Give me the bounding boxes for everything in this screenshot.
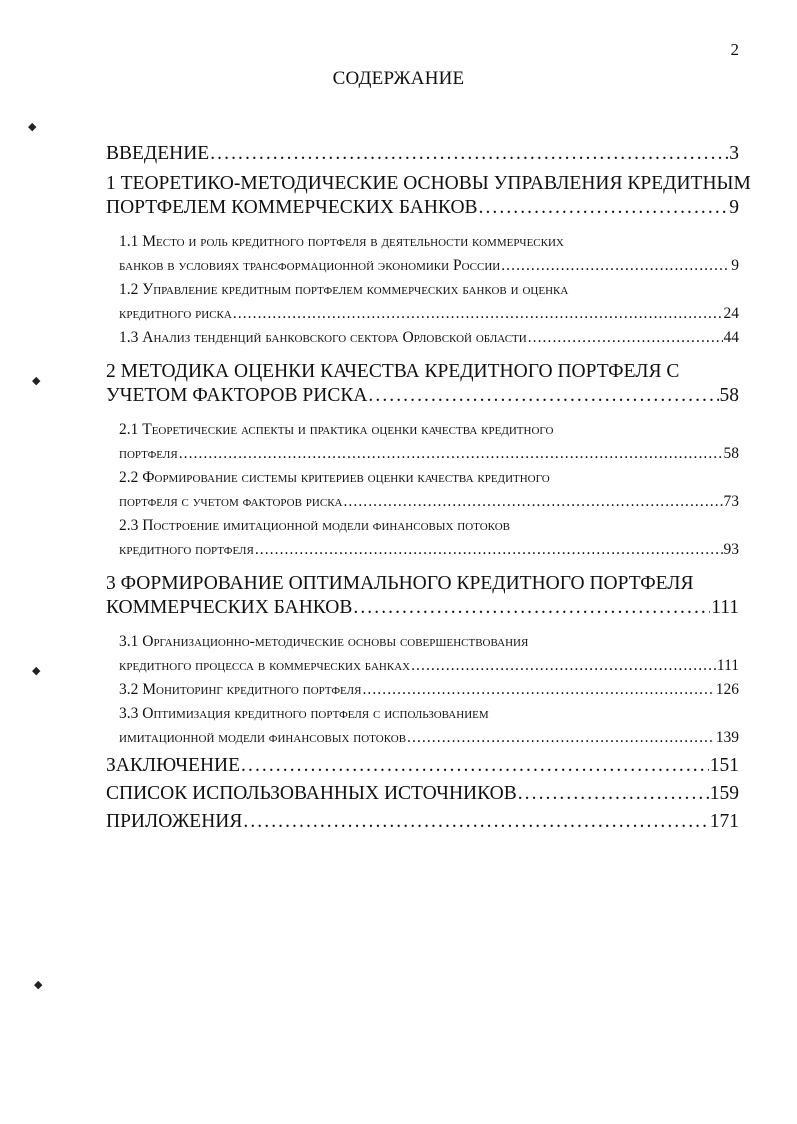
toc-entry-section-2-3[interactable]: 2.3 Построение имитационной модели финансовых потоков кредитного портфеля . . . 93 xyxy=(106,514,739,562)
toc-page: 3 xyxy=(729,143,739,164)
toc-entry-section-1-1[interactable]: 1.1 Место и роль кредитного портфеля в деятельности коммерческих банков в условиях трансформационной экономики России . . . 9 xyxy=(106,230,739,278)
toc-page: 139 xyxy=(715,729,739,746)
page-title: СОДЕРЖАНИЕ xyxy=(332,68,465,89)
toc-entry-chapter-1[interactable]: 1 ТЕОРЕТИКО-МЕТОДИЧЕСКИЕ ОСНОВЫ УПРАВЛЕНИЯ КРЕДИТНЫМ ПОРТФЕЛЕМ КОММЕРЧЕСКИХ БАНКОВ . . . 9 xyxy=(106,172,739,220)
toc-entry-sources[interactable]: СПИСОК ИСПОЛЬЗОВАННЫХ ИСТОЧНИКОВ . . . 159 xyxy=(106,782,739,806)
toc-entry-intro[interactable]: ВВЕДЕНИЕ . . . 3 xyxy=(106,142,739,166)
toc-entry-chapter-3[interactable]: 3 ФОРМИРОВАНИЕ ОПТИМАЛЬНОГО КРЕДИТНОГО ПОРТФЕЛЯ КОММЕРЧЕСКИХ БАНКОВ . . . 111 xyxy=(106,572,739,620)
toc-page: 9 xyxy=(729,197,739,218)
toc-page: 9 xyxy=(731,257,739,274)
toc-entry-section-3-1[interactable]: 3.1 Организационно-методические основы совершенствования кредитного процесса в коммерческих банках . . . 111 xyxy=(106,630,739,678)
toc-entry-section-3-2[interactable]: 3.2 Мониторинг кредитного портфеля . . . 126 xyxy=(106,678,739,702)
table-of-contents xyxy=(106,142,751,834)
scan-mark-2: ◆ xyxy=(32,375,41,387)
toc-page: 171 xyxy=(709,811,739,832)
scan-mark-3: ◆ xyxy=(32,665,41,677)
toc-page: 24 xyxy=(723,305,739,322)
scan-mark-4: ◆ xyxy=(34,979,43,991)
toc-entry-section-2-2[interactable]: 2.2 Формирование системы критериев оценки качества кредитного портфеля с учетом факторов риска . . . 73 xyxy=(106,466,739,514)
toc-entry-appendix[interactable]: ПРИЛОЖЕНИЯ . . . 171 xyxy=(106,810,739,834)
toc-page: 58 xyxy=(719,385,739,406)
toc-page: 126 xyxy=(715,681,739,698)
toc-page: 73 xyxy=(723,493,739,510)
toc-page: 58 xyxy=(723,445,739,462)
toc-page: 151 xyxy=(709,755,739,776)
toc-entry-chapter-2[interactable]: 2 МЕТОДИКА ОЦЕНКИ КАЧЕСТВА КРЕДИТНОГО ПОРТФЕЛЯ С УЧЕТОМ ФАКТОРОВ РИСКА . . . 58 xyxy=(106,360,739,408)
scan-mark-1: ◆ xyxy=(28,121,37,133)
toc-page: 159 xyxy=(709,783,739,804)
toc-page: 111 xyxy=(711,597,739,618)
toc-page: 93 xyxy=(723,541,739,558)
toc-entry-section-3-3[interactable]: 3.3 Оптимизация кредитного портфеля с использованием имитационной модели финансовых потоков . . . 139 xyxy=(106,702,739,750)
toc-page: 44 xyxy=(723,329,739,346)
toc-entry-section-2-1[interactable]: 2.1 Теоретические аспекты и практика оценки качества кредитного портфеля . . . 58 xyxy=(106,418,739,466)
toc-page: 111 xyxy=(716,657,739,674)
toc-entry-conclusion[interactable]: ЗАКЛЮЧЕНИЕ . . . 151 xyxy=(106,754,739,778)
toc-entry-section-1-3[interactable]: 1.3 Анализ тенденций банковского сектора Орловской области . . . 44 xyxy=(106,326,739,350)
toc-entry-section-1-2[interactable]: 1.2 Управление кредитным портфелем коммерческих банков и оценка кредитного риска . . . 24 xyxy=(106,278,739,326)
page-number: 2 xyxy=(730,40,739,59)
